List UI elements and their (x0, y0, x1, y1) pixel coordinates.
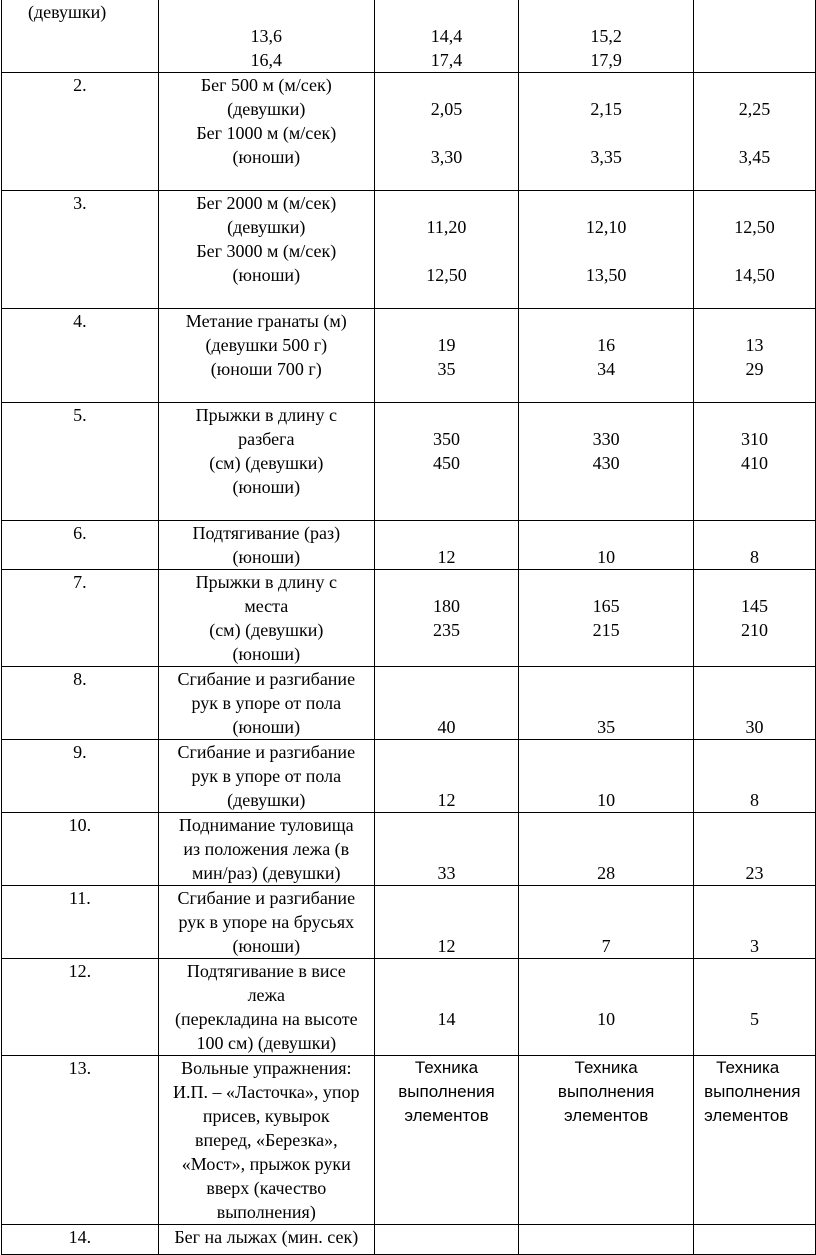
value: Техника (716, 1058, 780, 1077)
grade-5-cell (374, 521, 518, 570)
value: 12,50 (734, 217, 775, 237)
exercise-name-line: И.П. – «Ласточка», упор (173, 1082, 360, 1102)
grade-4-cell (519, 667, 694, 740)
exercise-name-line: Подтягивание (раз) (192, 523, 341, 543)
exercise-name-line: Бег 3000 м (м/сек) (196, 241, 337, 261)
exercise-name-cell (158, 886, 374, 959)
value: 17,9 (590, 50, 622, 70)
row-number: 5. (2, 403, 159, 521)
value: 16,4 (250, 50, 283, 70)
value: 14,4 (430, 26, 463, 46)
grade-5-cell (374, 403, 518, 521)
row-number: 8. (2, 667, 159, 740)
exercise-name-line: Бег 2000 м (м/сек) (196, 193, 337, 213)
value: 13,50 (585, 265, 627, 285)
exercise-name-line: из положения лежа (в (183, 839, 350, 859)
value: 12 (437, 790, 456, 810)
value: 12,50 (426, 265, 467, 285)
exercise-name-line: выполнения) (216, 1202, 316, 1222)
grade-4-cell (519, 959, 694, 1056)
exercise-name-cell (158, 1056, 374, 1225)
exercise-name-line: Сгибание и разгибание (177, 669, 356, 689)
grade-5-cell (374, 813, 518, 886)
value: выполнения (398, 1082, 495, 1101)
grade-3-cell (694, 740, 816, 813)
value: 3,30 (430, 147, 463, 167)
row-number: 11. (2, 886, 159, 959)
value: 165 (592, 596, 620, 616)
value: 3,35 (590, 147, 622, 167)
grade-4-cell (519, 570, 694, 667)
value: элементов (704, 1106, 789, 1125)
row-number: 4. (2, 309, 159, 403)
value: 2,15 (590, 99, 622, 119)
exercise-name-line: (девушки) (227, 99, 306, 119)
grade-4-cell (519, 521, 694, 570)
grade-3-cell (694, 886, 816, 959)
value: 34 (597, 359, 616, 379)
exercise-name-cell (158, 740, 374, 813)
value: 3 (750, 936, 760, 956)
exercise-name-cell (158, 403, 374, 521)
exercise-name-line: вверх (качество (206, 1178, 327, 1198)
grade-5-cell (374, 667, 518, 740)
value: 13,6 (250, 26, 283, 46)
table-row (2, 1056, 816, 1225)
value: 15,2 (590, 26, 622, 46)
value: 35 (597, 717, 616, 737)
value: выполнения (704, 1082, 801, 1101)
table-row (2, 73, 816, 191)
grade-4-cell (519, 191, 694, 309)
value: 17,4 (430, 50, 463, 70)
exercise-name-line: места (244, 596, 289, 616)
exercise-name-line: Подтягивание в висе (186, 961, 346, 981)
grade-5-cell (374, 570, 518, 667)
exercise-name-line: (юноши) (232, 644, 301, 664)
value: 235 (432, 620, 460, 640)
grade-4-cell (519, 309, 694, 403)
row-number: 6. (2, 521, 159, 570)
value: 215 (592, 620, 620, 640)
value: 430 (592, 453, 620, 473)
exercise-name-line: (юноши) (232, 547, 301, 567)
exercise-name-line: (см) (девушки) (209, 453, 324, 473)
table-row (2, 813, 816, 886)
grade-3-cell (694, 191, 816, 309)
exercise-name-line: рук в упоре от пола (191, 693, 342, 713)
row-number: 2. (2, 73, 159, 191)
value: 180 (432, 596, 460, 616)
table-row (2, 886, 816, 959)
exercise-name-line: (юноши 700 г) (210, 359, 322, 379)
exercise-name-line: рук в упоре от пола (191, 766, 342, 786)
exercise-name-line: (перекладина на высоте (175, 1009, 358, 1029)
row-number: 14. (2, 1225, 159, 1255)
exercise-name-line: (девушки) (227, 790, 306, 810)
grade-5-cell (374, 1056, 518, 1225)
value: 30 (745, 717, 764, 737)
exercise-name-cell (158, 191, 374, 309)
table-row (2, 1225, 816, 1255)
row-number: 10. (2, 813, 159, 886)
value: элементов (404, 1106, 489, 1125)
value: 410 (741, 453, 769, 473)
value: выполнения (557, 1082, 655, 1101)
exercise-name-line: Бег 1000 м (м/сек) (196, 123, 337, 143)
exercise-name-cell (158, 1225, 374, 1255)
value: 12 (437, 936, 456, 956)
value: 29 (745, 359, 764, 379)
norms-table (1, 0, 816, 1255)
grade-4-cell (519, 740, 694, 813)
table-row (2, 570, 816, 667)
exercise-name-line: (девушки) (227, 217, 306, 237)
table-row (2, 667, 816, 740)
exercise-name-line: 100 см) (девушки) (196, 1033, 337, 1053)
grade-5-cell (374, 740, 518, 813)
exercise-name-line: «Мост», прыжок руки (181, 1154, 351, 1174)
value: Техника (414, 1058, 479, 1077)
exercise-name-line: Сгибание и разгибание (177, 742, 356, 762)
row-number: 3. (2, 191, 159, 309)
value: 19 (437, 335, 456, 355)
grade-5-cell (374, 1225, 518, 1255)
grade-3-cell (694, 667, 816, 740)
exercise-name-line: Прыжки в длину с (195, 405, 337, 425)
table-row (2, 309, 816, 403)
value: 33 (437, 863, 456, 883)
grade-4-cell (519, 73, 694, 191)
exercise-name-line: (юноши) (232, 936, 301, 956)
table-row (2, 0, 816, 73)
grade-4-cell (519, 813, 694, 886)
grade-3-cell (694, 570, 816, 667)
exercise-name-line: Поднимание туловища (178, 815, 354, 835)
grade-3-cell (694, 813, 816, 886)
exercise-name-line: (см) (девушки) (209, 620, 324, 640)
grade-3-cell (694, 1056, 816, 1225)
exercise-name-line: (юноши) (232, 477, 301, 497)
grade-3-cell (694, 403, 816, 521)
grade-5-cell (374, 959, 518, 1056)
exercise-name-line: (девушки 500 г) (205, 335, 328, 355)
value: 10 (597, 1009, 616, 1029)
grade-3-cell (694, 309, 816, 403)
row-name-line: (девушки) (28, 2, 107, 22)
exercise-name-cell (158, 959, 374, 1056)
exercise-name-cell (158, 73, 374, 191)
exercise-name-cell (158, 309, 374, 403)
row-number: 12. (2, 959, 159, 1056)
value: 12 (437, 547, 456, 567)
table-row (2, 521, 816, 570)
value: элементов (563, 1106, 649, 1125)
table-row (2, 959, 816, 1056)
table-row (2, 740, 816, 813)
value-cell-3 (519, 0, 694, 73)
grade-3-cell (694, 73, 816, 191)
exercise-name-line: Бег на лыжах (мин. сек) (174, 1227, 359, 1247)
value: 40 (437, 717, 456, 737)
value: 10 (597, 790, 616, 810)
value: 14,50 (734, 265, 775, 285)
value: 3,45 (738, 147, 771, 167)
value: 7 (601, 936, 611, 956)
exercise-name-line: присев, кувырок (202, 1106, 330, 1126)
grade-3-cell (694, 521, 816, 570)
exercise-name-line: лежа (247, 985, 285, 1005)
value: 16 (597, 335, 616, 355)
exercise-name-cell (158, 521, 374, 570)
value: 8 (750, 547, 760, 567)
value: 350 (432, 429, 460, 449)
exercise-name-line: (юноши) (232, 265, 301, 285)
value: 2,25 (738, 99, 771, 119)
grade-5-cell (374, 886, 518, 959)
row-number: 7. (2, 570, 159, 667)
value: 35 (437, 359, 456, 379)
exercise-name-line: рук в упоре на брусьях (178, 912, 355, 932)
value: 145 (741, 596, 769, 616)
value: 210 (741, 620, 769, 640)
value: 14 (437, 1009, 456, 1029)
grade-4-cell (519, 1056, 694, 1225)
value: 23 (745, 863, 764, 883)
value: 310 (741, 429, 769, 449)
grade-4-cell (519, 403, 694, 521)
value: 13 (745, 335, 764, 355)
table-row (2, 191, 816, 309)
grade-5-cell (374, 309, 518, 403)
table-row (2, 403, 816, 521)
exercise-name-line: Бег 500 м (м/сек) (200, 75, 332, 95)
exercise-name-cell (158, 813, 374, 886)
exercise-name-line: (юноши) (232, 147, 301, 167)
exercise-name-cell (158, 570, 374, 667)
value: 10 (597, 547, 616, 567)
value: 5 (750, 1009, 760, 1029)
value: 28 (597, 863, 616, 883)
exercise-name-line: мин/раз) (девушки) (192, 863, 341, 883)
value: 450 (432, 453, 460, 473)
row-number: 9. (2, 740, 159, 813)
row-number: 13. (2, 1056, 159, 1225)
exercise-name-line: Вольные упражнения: (181, 1058, 352, 1078)
value: 2,05 (430, 99, 463, 119)
grade-3-cell (694, 959, 816, 1056)
grade-5-cell (374, 191, 518, 309)
exercise-name-line: разбега (238, 429, 295, 449)
empty-cell (694, 0, 816, 73)
value-cell-1 (158, 0, 374, 73)
value: 11,20 (426, 217, 467, 237)
value: 8 (750, 790, 760, 810)
grade-3-cell (694, 1225, 816, 1255)
exercise-name-line: Сгибание и разгибание (177, 888, 356, 908)
value: 330 (592, 429, 620, 449)
exercise-name-line: Прыжки в длину с (195, 572, 337, 592)
grade-4-cell (519, 886, 694, 959)
exercise-name-cell (158, 667, 374, 740)
exercise-name-line: (юноши) (232, 717, 301, 737)
value-cell-2 (374, 0, 518, 73)
value: Техника (574, 1058, 638, 1077)
exercise-name-line: Метание гранаты (м) (185, 311, 347, 331)
grade-5-cell (374, 73, 518, 191)
row-name-cell (2, 0, 159, 73)
exercise-name-line: вперед, «Березка», (194, 1130, 338, 1150)
grade-4-cell (519, 1225, 694, 1255)
value: 12,10 (585, 217, 627, 237)
